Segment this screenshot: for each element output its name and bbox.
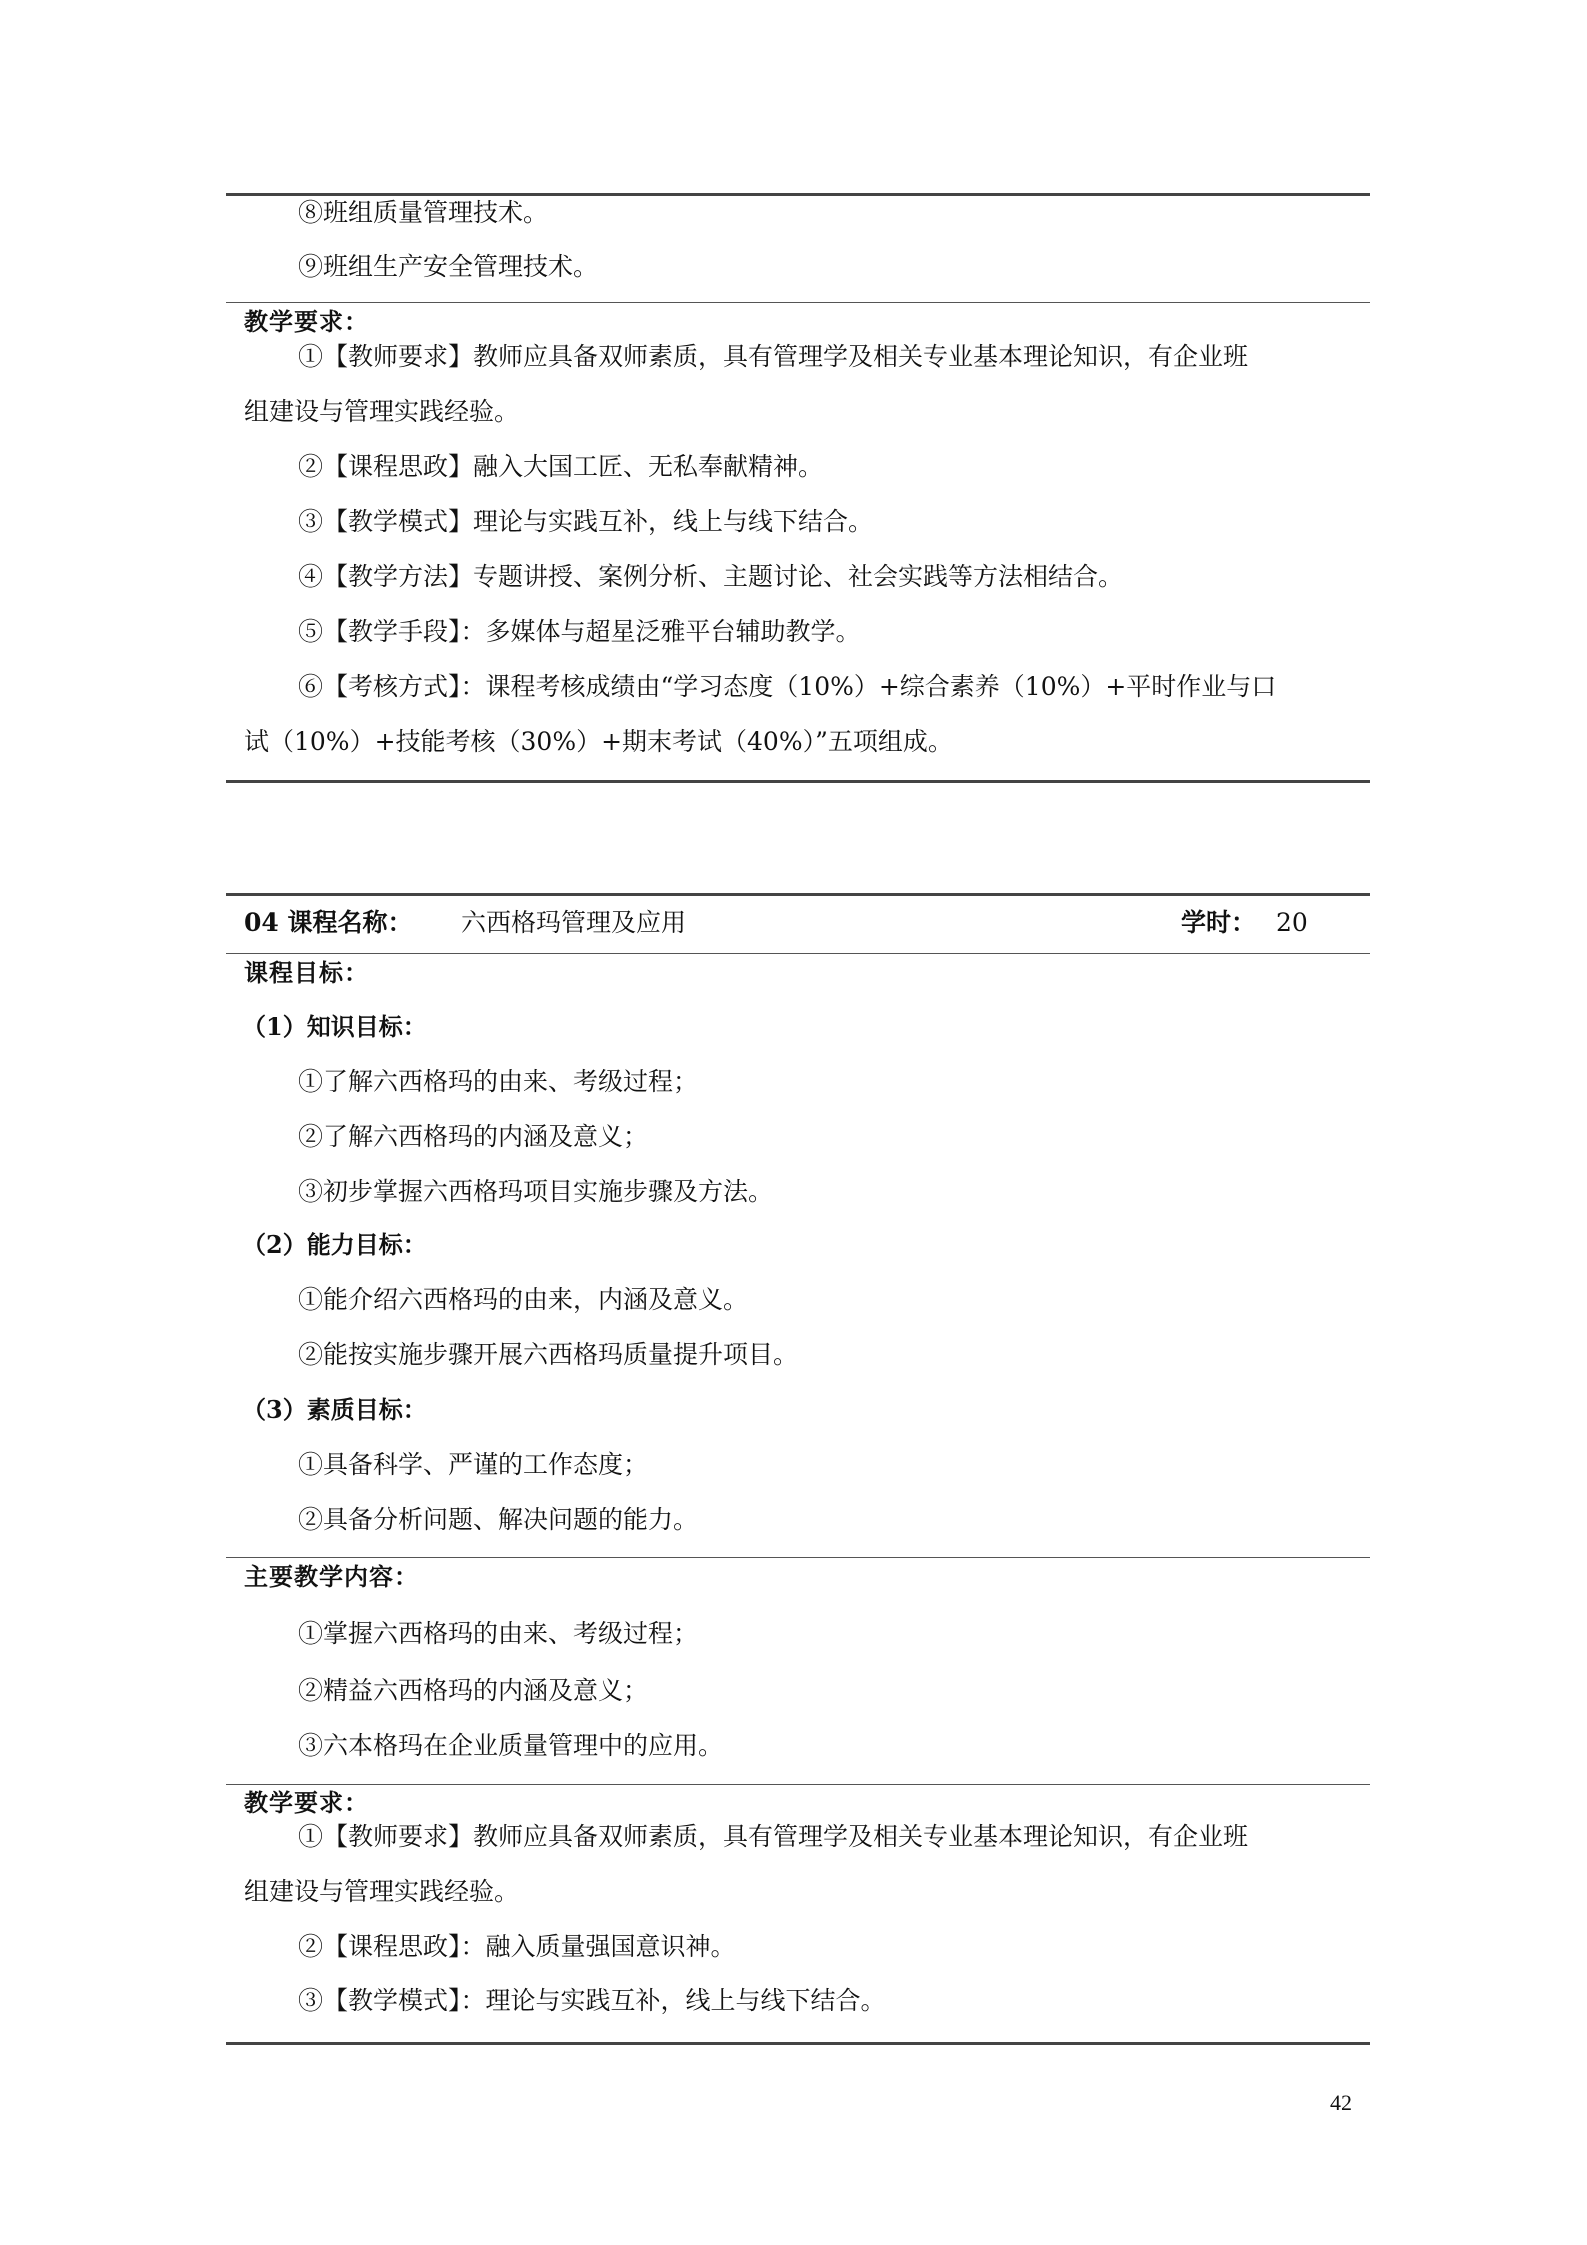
requirement-teacher: ①【教师要求】教师应具备双师素质，具有管理学及相关专业基本理论知识，有企业班 — [298, 1822, 1249, 1851]
content-item: ②精益六西格玛的内涵及意义； — [298, 1676, 649, 1705]
page-number: 42 — [1330, 2090, 1352, 2115]
requirement-mode: ③【教学模式】：理论与实践互补，线上与线下结合。 — [298, 1986, 886, 2015]
ability-item: ①能介绍六西格玛的由来，内涵及意义。 — [298, 1285, 749, 1314]
requirement-method: ④【教学方法】专题讲授、案例分析、主题讨论、社会实践等方法相结合。 — [298, 562, 1124, 591]
requirement-ideology: ②【课程思政】融入大国工匠、无私奉献精神。 — [298, 452, 824, 481]
hours-label: 学时： — [1181, 908, 1257, 937]
divider — [226, 1557, 1370, 1558]
quality-item: ①具备科学、严谨的工作态度； — [298, 1450, 649, 1479]
section-end-rule — [226, 780, 1370, 783]
requirement-assessment-cont: 试（10%）+技能考核（30%）+期末考试（40%）”五项组成。 — [244, 727, 953, 756]
knowledge-item: ①了解六西格玛的由来、考级过程； — [298, 1067, 699, 1096]
requirement-teacher: ①【教师要求】教师应具备双师素质，具有管理学及相关专业基本理论知识，有企业班 — [298, 342, 1249, 371]
requirement-ideology: ②【课程思政】：融入质量强国意识神。 — [298, 1932, 736, 1961]
quality-item: ②具备分析问题、解决问题的能力。 — [298, 1505, 699, 1534]
content-heading: 主要教学内容： — [244, 1562, 419, 1591]
knowledge-heading: （1）知识目标： — [242, 1012, 427, 1041]
requirements-heading: 教学要求： — [244, 1788, 369, 1817]
quality-heading: （3）素质目标： — [242, 1395, 427, 1424]
hours-value: 20 — [1276, 908, 1308, 937]
content-item: ①掌握六西格玛的由来、考级过程； — [298, 1619, 699, 1648]
course-number-label: 04 课程名称： — [244, 908, 413, 937]
knowledge-item: ②了解六西格玛的内涵及意义； — [298, 1122, 649, 1151]
course-name: 六西格玛管理及应用 — [461, 908, 687, 937]
divider — [226, 1784, 1370, 1785]
content-item: ⑨班组生产安全管理技术。 — [298, 252, 599, 281]
content-item: ⑧班组质量管理技术。 — [298, 198, 549, 227]
goals-heading: 课程目标： — [244, 958, 369, 987]
requirement-mode: ③【教学模式】理论与实践互补，线上与线下结合。 — [298, 507, 874, 536]
bottom-rule — [226, 2042, 1370, 2045]
requirement-assessment: ⑥【考核方式】：课程考核成绩由“学习态度（10%）+综合素养（10%）+平时作业与口 — [298, 672, 1277, 701]
requirement-teacher-cont: 组建设与管理实践经验。 — [244, 397, 520, 426]
ability-heading: （2）能力目标： — [242, 1230, 427, 1259]
requirement-teacher-cont: 组建设与管理实践经验。 — [244, 1877, 520, 1906]
knowledge-item: ③初步掌握六西格玛项目实施步骤及方法。 — [298, 1177, 774, 1206]
requirement-means: ⑤【教学手段】：多媒体与超星泛雅平台辅助教学。 — [298, 617, 861, 646]
course-title-row — [226, 895, 1370, 951]
divider — [226, 953, 1370, 954]
requirements-heading: 教学要求： — [244, 307, 369, 336]
content-item: ③六本格玛在企业质量管理中的应用。 — [298, 1731, 724, 1760]
divider — [226, 302, 1370, 303]
ability-item: ②能按实施步骤开展六西格玛质量提升项目。 — [298, 1340, 799, 1369]
